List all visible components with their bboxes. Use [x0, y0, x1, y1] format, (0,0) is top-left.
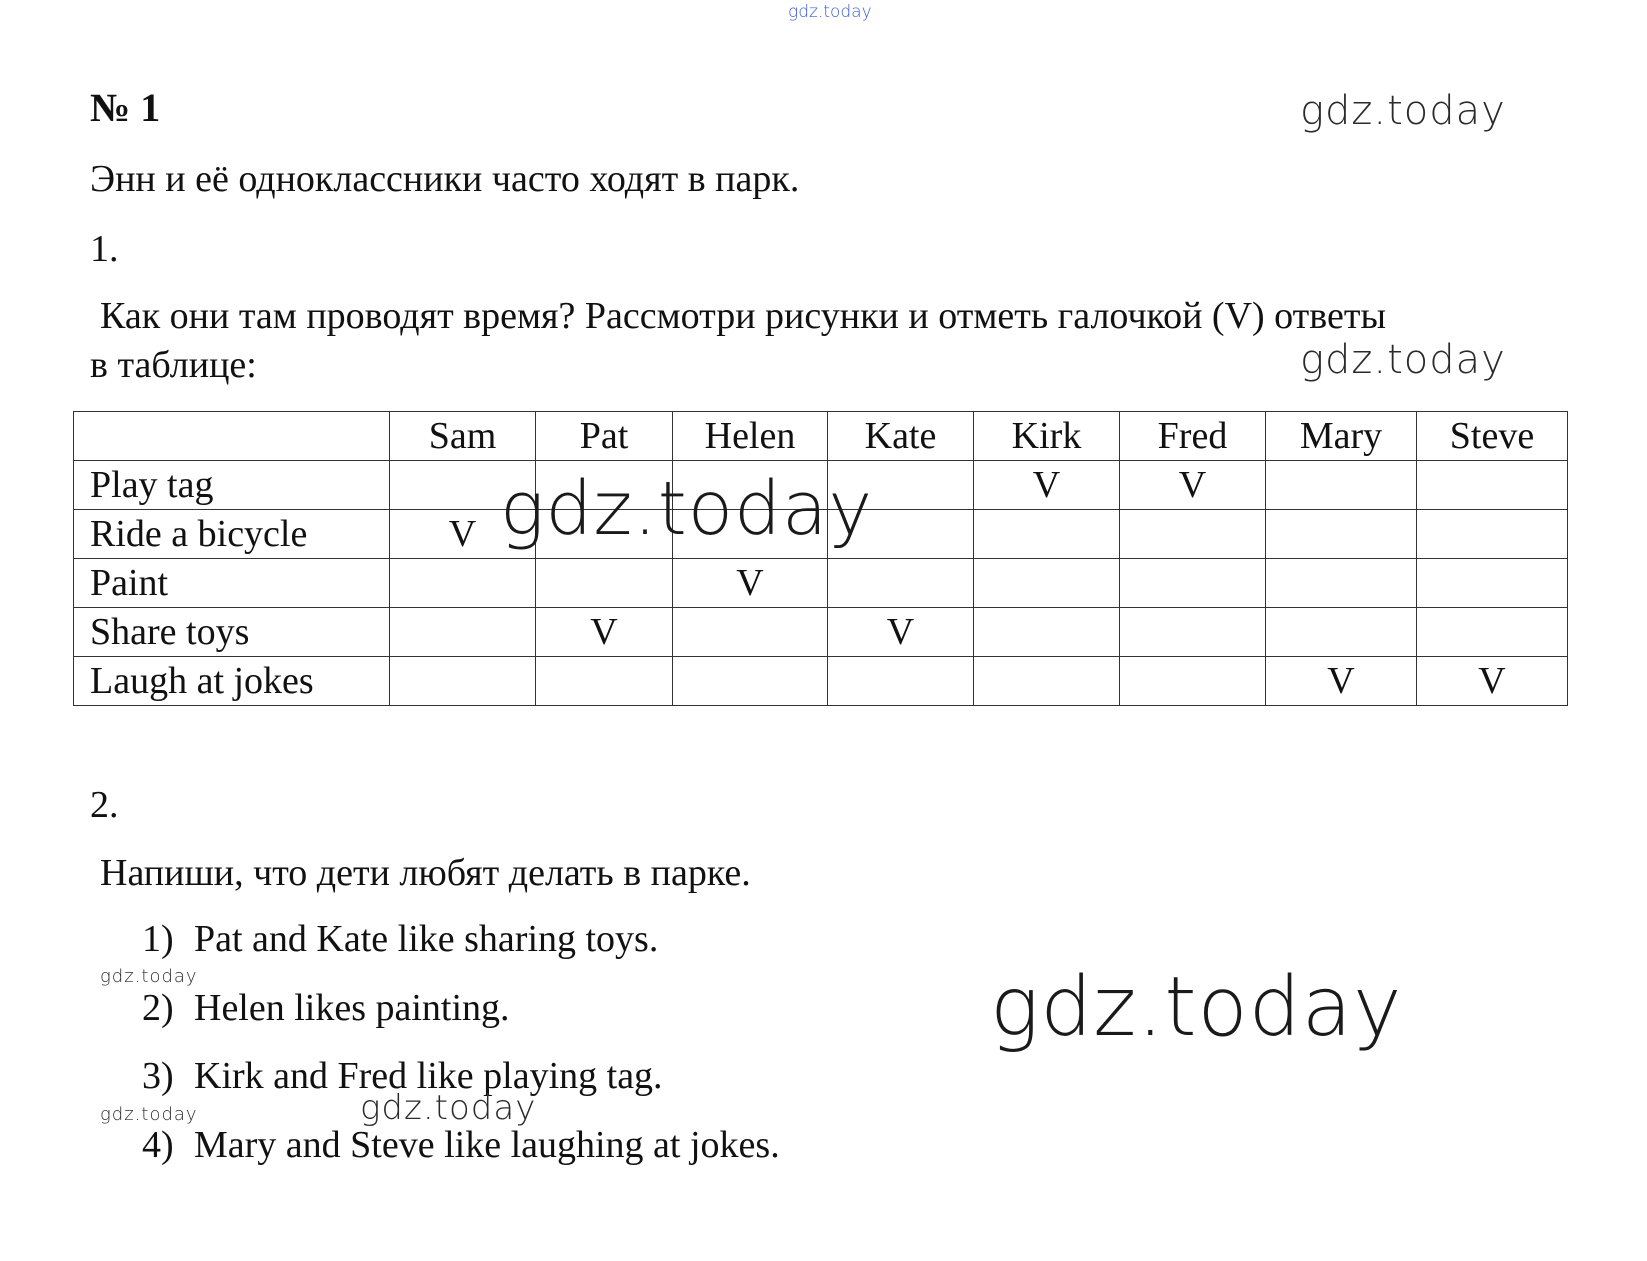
- table-cell: [390, 559, 536, 608]
- table-row-share-toys: [74, 608, 1568, 657]
- check-mark: V: [1120, 461, 1266, 510]
- table-cell: [536, 657, 673, 706]
- check-mark: V: [974, 461, 1120, 510]
- column-header-fred: Fred: [1120, 412, 1266, 461]
- check-mark: V: [673, 559, 828, 608]
- answer-text: Helen likes painting.: [194, 987, 510, 1029]
- column-header-kirk: Kirk: [974, 412, 1120, 461]
- row-label: Paint: [74, 559, 390, 608]
- table-cell: [1417, 608, 1568, 657]
- answer-text: Kirk and Fred like playing tag.: [194, 1055, 663, 1097]
- table-cell: [974, 559, 1120, 608]
- table-cell: [1417, 461, 1568, 510]
- watermark-large: gdz.today: [990, 960, 1403, 1055]
- check-mark: V: [828, 608, 974, 657]
- row-label: Laugh at jokes: [74, 657, 390, 706]
- table-cell: [1120, 559, 1266, 608]
- table-cell: [536, 559, 673, 608]
- table-cell: [1120, 510, 1266, 559]
- column-header-sam: Sam: [390, 412, 536, 461]
- table-header-row: [74, 412, 1568, 461]
- watermark-table: gdz.today: [500, 466, 874, 552]
- answer-number: 1): [142, 918, 174, 960]
- answer-item: [142, 917, 658, 961]
- answer-number: 2): [142, 987, 174, 1029]
- column-header-mary: Mary: [1266, 412, 1417, 461]
- table-cell: [974, 608, 1120, 657]
- table-cell: [390, 657, 536, 706]
- table-cell: [1266, 461, 1417, 510]
- table-cell: [828, 559, 974, 608]
- answer-number: 4): [142, 1124, 174, 1166]
- answer-number: 3): [142, 1055, 174, 1097]
- table-cell: [974, 657, 1120, 706]
- table-cell: [673, 657, 828, 706]
- answer-item: [142, 986, 510, 1030]
- row-label: Share toys: [74, 608, 390, 657]
- table-cell: [974, 510, 1120, 559]
- row-label: Ride a bicycle: [74, 510, 390, 559]
- check-mark: V: [536, 608, 673, 657]
- answer-item: [142, 1123, 780, 1167]
- check-mark: V: [1266, 657, 1417, 706]
- column-header-pat: Pat: [536, 412, 673, 461]
- part1-instruction-line2: в таблице:: [90, 344, 257, 386]
- table-corner-cell: [74, 412, 390, 461]
- answer-text: Mary and Steve like laughing at jokes.: [194, 1124, 780, 1166]
- activities-table: [73, 411, 1568, 706]
- table-row-paint: [74, 559, 1568, 608]
- check-mark: V: [390, 510, 536, 559]
- table-cell: [1417, 510, 1568, 559]
- table-cell: [1266, 510, 1417, 559]
- part1-number: 1.: [90, 228, 119, 270]
- watermark-small-2: gdz.today: [100, 1104, 198, 1125]
- table-cell: [1417, 559, 1568, 608]
- check-mark: V: [1417, 657, 1568, 706]
- watermark-middle: gdz.today: [360, 1088, 537, 1128]
- table-cell: [390, 608, 536, 657]
- watermark-right-2: gdz.today: [1300, 337, 1506, 383]
- row-label: Play tag: [74, 461, 390, 510]
- answer-text: Pat and Kate like sharing toys.: [194, 918, 659, 960]
- intro-text: Энн и её одноклассники часто ходят в парк.: [90, 158, 800, 200]
- table-cell: [1120, 608, 1266, 657]
- table-cell: [1120, 657, 1266, 706]
- part2-number: 2.: [90, 784, 119, 826]
- column-header-steve: Steve: [1417, 412, 1568, 461]
- part1-instruction-line1: Как они там проводят время? Рассмотри рисунки и отметь галочкой (V) ответы: [100, 295, 1387, 337]
- watermark-right-1: gdz.today: [1300, 88, 1506, 134]
- watermark-top: gdz.today: [788, 2, 872, 22]
- watermark-small-1: gdz.today: [100, 966, 198, 987]
- column-header-kate: Kate: [828, 412, 974, 461]
- column-header-helen: Helen: [673, 412, 828, 461]
- table-cell: [1266, 559, 1417, 608]
- table-cell: [673, 608, 828, 657]
- table-cell: [1266, 608, 1417, 657]
- table-cell: [828, 657, 974, 706]
- table-row-laugh-at-jokes: [74, 657, 1568, 706]
- part2-instruction: Напиши, что дети любят делать в парке.: [100, 852, 751, 894]
- task-number: № 1: [90, 85, 161, 130]
